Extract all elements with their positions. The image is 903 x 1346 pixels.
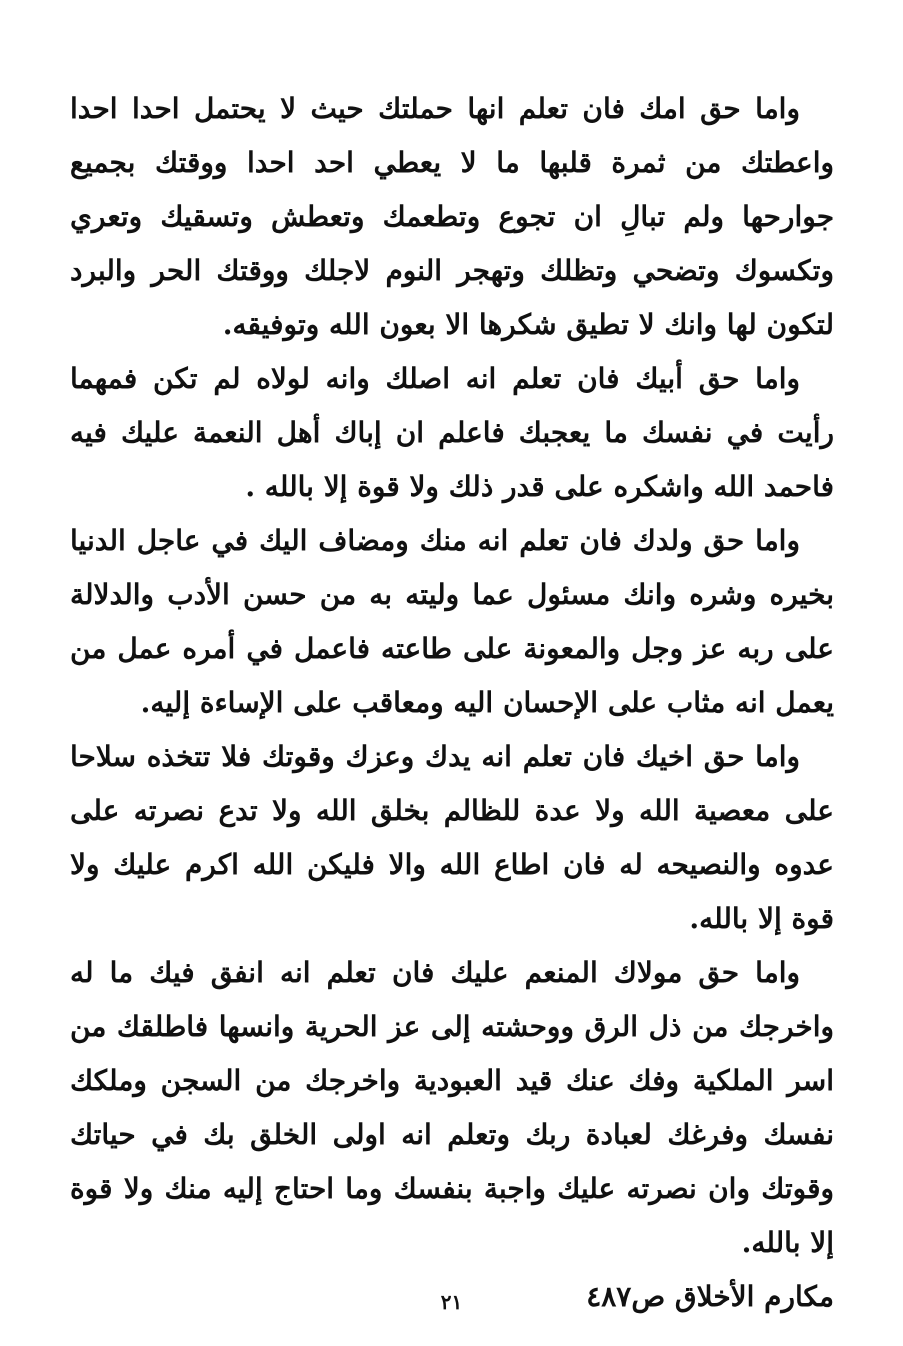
paragraph-child-right: واما حق ولدك فان تعلم انه منك ومضاف اليك في عاجل الدنيا بخيره وشره وانك مسئول عما وليته به من حسن الأدب والدلالة على ربه عز وجل والمعونة على طاعته فاعمل في أمره عمل من يعمل انه مثاب على الإحسان اليه ومعاقب على الإساءة إليه.	[70, 524, 835, 719]
paragraph-brother-right: واما حق اخيك فان تعلم انه يدك وعزك وقوتك فلا تتخذه سلاحا على معصية الله ولا عدة للظالم بخلق الله ولا تدع نصرته على عدوه والنصيحه له فان اطاع الله والا فليكن الله اكرم عليك ولا قوة إلا بالله.	[70, 740, 834, 935]
paragraph-mother-right: واما حق امك فان تعلم انها حملتك حيث لا يحتمل احدا احدا واعطتك من ثمرة قلبها ما لا يعطي احد احدا ووقتك بجميع جوارحها ولم تبالِ ان تجوع وتطعمك وتعطش وتسقيك وتعري وتكسوك وتضحي وتظلك وتهجر النوم لاجلك ووقتك الحر والبرد لتكون لها وانك لا تطيق شكرها الا بعون الله وتوفيقه.	[70, 92, 834, 341]
page-body-text	[70, 82, 834, 1324]
page-number: ٢١	[440, 1290, 463, 1314]
source-citation: مكارم الأخلاق ص٤٨٧	[586, 1280, 834, 1313]
paragraph-father-right: واما حق أبيك فان تعلم انه اصلك وانه لولاه لم تكن فمهما رأيت في نفسك ما يعجبك فاعلم ان إباك أهل النعمة عليك فيه فاحمد الله واشكره على قدر ذلك ولا قوة إلا بالله .	[70, 362, 834, 503]
paragraph-master-right: واما حق مولاك المنعم عليك فان تعلم انه انفق فيك ما له واخرجك من ذل الرق ووحشته إلى عز الحرية وانسها فاطلقك من اسر الملكية وفك عنك قيد العبودية واخرجك من السجن وملكك نفسك وفرغك لعبادة ربك وتعلم انه اولى الخلق بك في حياتك وقوتك وان نصرته عليك واجبة بنفسك وما احتاج إليه منك ولا قوة إلا بالله.	[70, 956, 834, 1259]
